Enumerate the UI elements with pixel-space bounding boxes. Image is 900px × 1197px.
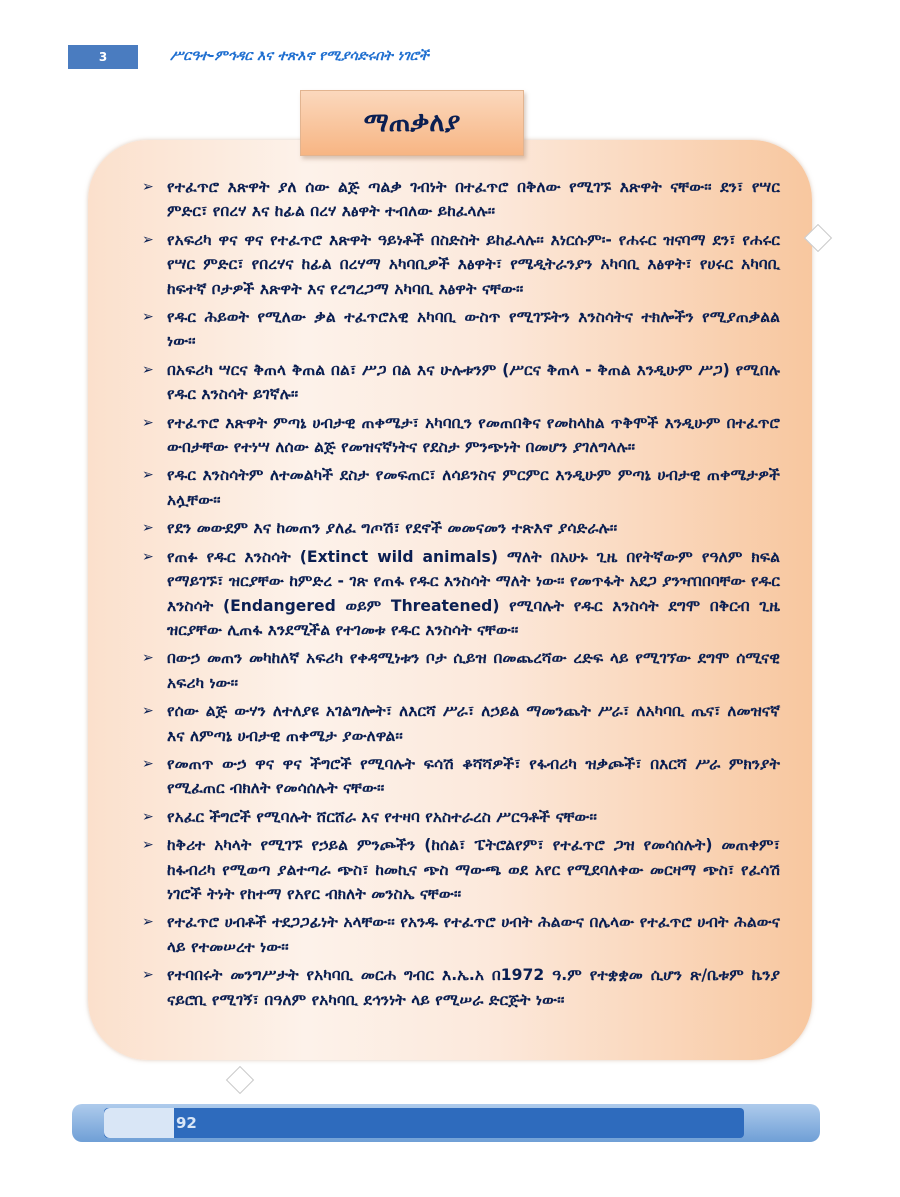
arrow-bullet-icon: ➢ [142, 650, 154, 667]
list-item [140, 411, 780, 460]
list-item-text: የተፈጥሮ ሀብቶች ተደጋጋፊነት አላቸው፡፡ የአንዱ የተፈጥሮ ሀብት ሕልውና በሌላው የተፈጥሮ ሀብት ሕልውና ላይ የተመሠረተ ነው፡፡ [167, 913, 780, 956]
arrow-bullet-icon: ➢ [142, 520, 154, 537]
list-item [140, 228, 780, 301]
list-item-text: በአፍሪካ ሣርና ቅጠላ ቅጠል በል፣ ሥጋ በል እና ሁሉቱንም (ሥርና ቅጠላ - ቅጠል እንዲሁም ሥጋ) የሚበሉ የዱር እንስሳት ይገኛሉ፡፡ [167, 360, 780, 404]
list-item [140, 699, 780, 748]
header-chapter-title: ሥርዓተ-ምኅዳር እና ተጽእኖ የሚያሳድሩበት ነገሮች [170, 48, 429, 64]
list-item [140, 358, 780, 407]
list-item [140, 833, 780, 906]
summary-title-box [300, 90, 524, 156]
footer-inner-bar [104, 1108, 744, 1138]
list-item-text: የሰው ልጅ ውሃን ለተለያዩ አገልግሎት፣ ለእርሻ ሥራ፣ ለኃይል ማመንጨት ሥራ፣ ለአካባቢ ጤና፣ ለመዝናኛ እና ለምጣኔ ሀብታዊ ጠቀሜታ ያውለዋል፡፡ [167, 702, 780, 745]
header-page-box [68, 45, 138, 69]
list-item [140, 646, 780, 695]
list-item-text: የተፈጥሮ እጽዋት ያለ ሰው ልጅ ጣልቃ ገብነት በተፈጥሮ በቅለው የሚገኙ እጽዋት ናቸው፡፡ ደን፣ የሣር ምድር፣ የበረሃ እና ከፊል በረሃ እፅዋት ተብለው ይከፈላሉ፡፡ [167, 178, 780, 221]
list-item-text: ከቅሪተ አካላት የሚገኙ የኃይል ምንጮችን (ከሰል፣ ፔትሮልየም፣ የተፈጥሮ ጋዝ የመሳሰሉት) መጠቀም፣ ከፋብሪካ የሚወጣ ያልተጣራ ጭስ፣ ከመኪና ጭስ ማውጫ ወደ አየር የሚደባለቀው መርዛማ ጭስ፣ የፈሳሽ ነገሮች ትነት የከተማ የአየር ብክለት መንስኤ ናቸው፡፡ [167, 836, 780, 903]
list-item [140, 963, 780, 1012]
list-item-text: የዱር እንስሳትም ለተመልካች ደስታ የመፍጠር፣ ለሳይንስና ምርምር እንዲሁም ምጣኔ ሀብታዊ ጠቀሜታዎች አሏቸው፡፡ [167, 466, 780, 509]
arrow-bullet-icon: ➢ [142, 467, 154, 484]
footer-page-box [104, 1108, 174, 1138]
diamond-decoration-icon [226, 1066, 254, 1094]
arrow-bullet-icon: ➢ [142, 179, 154, 195]
arrow-bullet-icon: ➢ [142, 967, 154, 984]
arrow-bullet-icon: ➢ [142, 914, 154, 931]
arrow-bullet-icon: ➢ [142, 703, 154, 720]
list-item [140, 545, 780, 643]
list-item-text: የአፈር ችግሮች የሚባሉት ሸርሸራ እና የተዛባ የአስተራረስ ሥርዓቶች ናቸው፡፡ [167, 807, 597, 826]
list-item-text: የጠፉ የዱር እንስሳት (Extinct wild animals) ማለት በአሁኑ ጊዜ በየትኛውም የዓለም ክፍል የማይገኙ፣ ዝርያቸው ከምድረ - ገጽ የጠፋ የዱር እንስሳት ማለት ነው፡፡ የመጥፋት አደጋ ያንዣበበባቸው የዱር እንስሳት (Endangered ወይም Threatened) የሚባሉት የዱር እንስሳት ደግሞ በቅርብ ጊዜ ዝርያቸው ሊጠፋ እንደሚችል የተገመቱ የዱር እንስሳት ናቸው፡፡ [167, 547, 780, 639]
list-item-text: የዱር ሕይወት የሚለው ቃል ተፈጥሮአዊ አካባቢ ውስጥ የሚገኙትን እንስሳትና ተክሎችን የሚያጠቃልል ነው፡፡ [167, 308, 780, 351]
list-item [140, 175, 780, 224]
footer-page-number: 92 [176, 1114, 197, 1132]
list-item-text: የአፍሪካ ዋና ዋና የተፈጥሮ እጽዋት ዓይነቶች በስድስት ይከፈላሉ፡፡ እነርሱም፡- የሐሩር ዝናባማ ደን፣ የሐሩር የሣር ምድር፣ የበረሃና ከፊል በረሃማ አካባቢዎች እፅዋት፣ የሜዲትራንያን አካባቢ እፅዋት፣ የሀሩር አካባቢ ከፍተኛ ቦታዎች እጽዋት እና የረግረጋማ አካባቢ እፅዋት ናቸው፡፡ [167, 230, 780, 298]
list-item-text: የደን መውደም እና ከመጠን ያለፈ ግጦሽ፣ የደኖች መመናመን ተጽእኖ ያሳድራሉ፡፡ [167, 519, 618, 538]
arrow-bullet-icon: ➢ [142, 837, 154, 854]
list-item-text: የመጠጥ ውኃ ዋና ዋና ችግሮች የሚባሉት ፍሳሽ ቆሻሻዎች፣ የፋብሪካ ዝቃጮች፣ በእርሻ ሥራ ምክንያት የሚፈጠር ብክለት የመሳሰሉት ናቸው፡፡ [167, 754, 780, 798]
list-item [140, 305, 780, 354]
list-item-text: የተፈጥሮ እጽዋት ምጣኔ ሀብታዊ ጠቀሜታ፣ አካባቢን የመጠበቅና የመከላከል ጥቅሞች እንዲሁም በተፈጥሮ ውበታቸው የተነሣ ለሰው ልጅ የመዝናኛነትና የደስታ ምንጭነት በመሆን ያገለግላሉ፡፡ [167, 413, 780, 457]
arrow-bullet-icon: ➢ [142, 231, 154, 248]
arrow-bullet-icon: ➢ [142, 361, 154, 378]
arrow-bullet-icon: ➢ [142, 808, 154, 825]
arrow-bullet-icon: ➢ [142, 309, 154, 326]
arrow-bullet-icon: ➢ [142, 755, 154, 772]
summary-title: ማጠቃለያ [363, 108, 461, 138]
header-page-number: 3 [98, 50, 108, 64]
summary-list [140, 175, 780, 1016]
list-item [140, 463, 780, 512]
list-item [140, 752, 780, 801]
list-item [140, 516, 780, 540]
list-item [140, 805, 780, 829]
arrow-bullet-icon: ➢ [142, 548, 154, 565]
list-item-text: በውኃ መጠን መካከለኛ አፍሪካ የቀዳሚነቱን ቦታ ሲይዝ በመጨረሻው ረድፍ ላይ የሚገኘው ደግሞ ሰሚናዊ አፍሪካ ነው፡፡ [167, 649, 780, 692]
list-item [140, 910, 780, 959]
list-item-text: የተባበሩት መንግሥታት የአካባቢ መርሐ ግብር እ.ኤ.አ በ1972 ዓ.ም የተቋቋመ ሲሆን ጽ/ቤቱም ኬንያ ናይሮቢ የሚገኝ፣ በዓለም የአካባቢ ደኅንነት ላይ የሚሠራ ድርጅት ነው፡፡ [167, 966, 780, 1009]
arrow-bullet-icon: ➢ [142, 414, 154, 431]
